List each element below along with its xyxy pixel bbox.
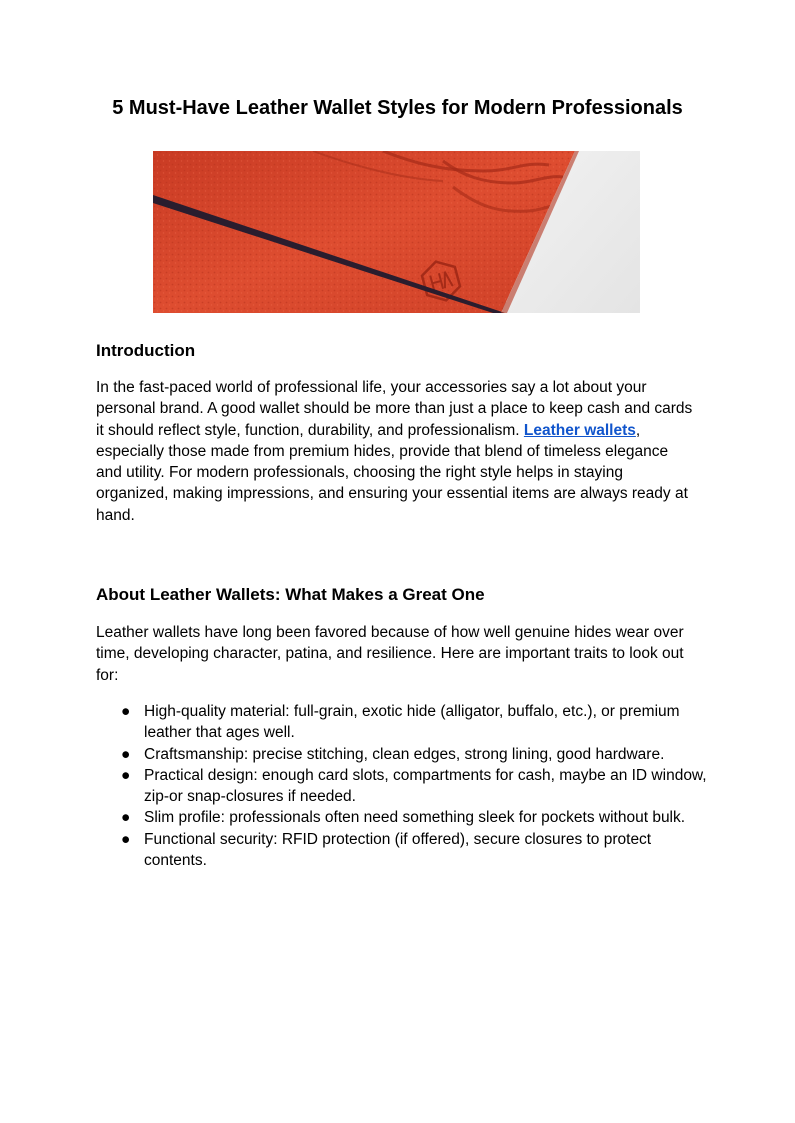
wallet-photo <box>153 151 640 313</box>
trait-text: Practical design: enough card slots, compartments for cash, maybe an ID window, zip-or snap-closures if needed. <box>144 766 707 806</box>
list-item <box>96 829 716 872</box>
wallet-photo-icon <box>153 151 640 313</box>
intro-text-after-link: , especially those made from premium hides, provide that blend of timeless elegance and utility. For modern professionals, choosing the right style helps in staying organized, making impressions, and ensuring your essential items are always ready at hand. <box>96 421 688 524</box>
trait-text: High-quality material: full-grain, exotic hide (alligator, buffalo, etc.), or premium leather that ages well. <box>144 703 680 742</box>
trait-text: Functional security: RFID protection (if offered), secure closures to protect contents. <box>144 830 652 870</box>
trait-text: Slim profile: professionals often need something sleek for pockets without bulk. <box>144 809 686 827</box>
list-item <box>96 765 716 808</box>
about-heading: About Leather Wallets: What Makes a Great One <box>96 585 485 604</box>
document-title: 5 Must-Have Leather Wallet Styles for Modern Professionals <box>112 97 683 119</box>
traits-list <box>96 701 716 871</box>
list-item <box>96 701 716 744</box>
list-item <box>96 807 716 828</box>
list-item <box>96 744 716 765</box>
leather-wallets-link[interactable]: Leather wallets <box>523 421 636 439</box>
trait-text: Craftsmanship: precise stitching, clean edges, strong lining, good hardware. <box>144 745 665 763</box>
bullet-icon: ● <box>121 830 131 848</box>
bullet-icon: ● <box>121 766 131 784</box>
about-paragraph: Leather wallets have long been favored because of how well genuine hides wear over time, developing character, patina, and resilience. Here are important traits to look out for: <box>96 624 684 684</box>
bullet-icon: ● <box>121 809 131 827</box>
bullet-icon: ● <box>121 703 131 720</box>
intro-text-before-link: In the fast-paced world of professional life, your accessories say a lot about your personal brand. A good wallet should be more than just a place to keep cash and cards it should reflect style, function, durability, and professionalism. <box>96 379 693 439</box>
intro-paragraph <box>96 377 696 526</box>
intro-heading: Introduction <box>96 341 196 360</box>
bullet-icon: ● <box>121 745 131 763</box>
